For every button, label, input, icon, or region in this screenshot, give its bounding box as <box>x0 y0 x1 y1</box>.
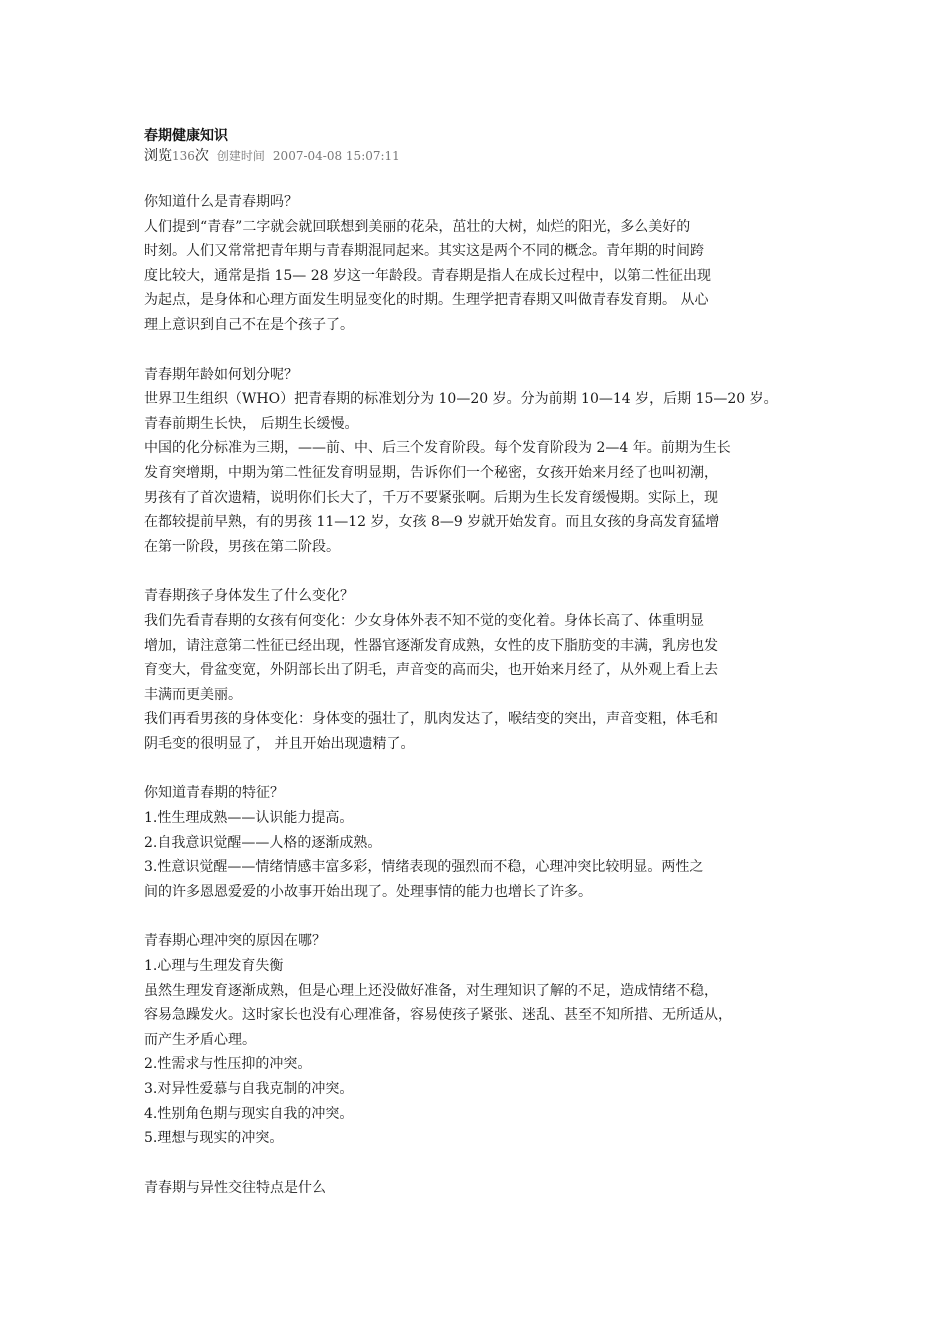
article-section <box>144 584 824 756</box>
paragraph-line: 3.性意识觉醒——情绪情感丰富多彩，情绪表现的强烈而不稳，心理冲突比较明显。两性之 <box>144 859 704 876</box>
article-body <box>144 190 824 1200</box>
paragraph-line: 3.对异性爱慕与自我克制的冲突。 <box>144 1081 354 1097</box>
views-suffix: 次 <box>194 148 209 164</box>
paragraph-line: 间的许多恩恩爱爱的小故事开始出现了。处理事情的能力也增长了许多。 <box>144 883 592 900</box>
paragraph-line: 时刻。人们又常常把青年期与青春期混同起来。其实这是两个不同的概念。青年期的时间跨 <box>144 243 704 260</box>
article-section <box>144 1176 824 1201</box>
paragraph-line: 容易急躁发火。这时家长也没有心理准备，容易使孩子紧张、迷乱、甚至不知所措、无所适从， <box>144 1007 732 1024</box>
paragraph-line: 1.性生理成熟——认识能力提高。 <box>144 810 354 827</box>
paragraph-line: 度比较大，通常是指 15— 28 岁这一年龄段。青春期是指人在成长过程中，以第二性征出现 <box>144 267 711 284</box>
article-section <box>144 363 824 560</box>
section-heading: 你知道什么是青春期吗？ <box>144 194 298 210</box>
views-prefix: 浏览 <box>144 148 172 164</box>
paragraph-line: 育变大，骨盆变宽，外阴部长出了阴毛，声音变的高而尖，也开始来月经了，从外观上看上去 <box>144 662 718 679</box>
paragraph-line: 4.性别角色期与现实自我的冲突。 <box>144 1105 354 1122</box>
article-section <box>144 781 824 904</box>
paragraph-line: 虽然生理发育逐渐成熟，但是心理上还没做好准备，对生理知识了解的不足，造成情绪不稳， <box>144 982 718 999</box>
paragraph-line: 在都较提前早熟，有的男孩 11—12 岁，女孩 8—9 岁就开始发育。而且女孩的身高发育猛增 <box>144 514 720 531</box>
paragraph-line: 理上意识到自己不在是个孩子了。 <box>144 316 354 333</box>
paragraph-line: 阴毛变的很明显了， 并且开始出现遗精了。 <box>144 735 415 752</box>
article-meta <box>144 146 824 166</box>
paragraph-line: 我们再看男孩的身体变化：身体变的强壮了，肌肉发达了，喉结变的突出，声音变粗，体毛和 <box>144 711 718 728</box>
section-heading: 青春期心理冲突的原因在哪？ <box>144 933 326 950</box>
paragraph-line: 5.理想与现实的冲突。 <box>144 1130 284 1147</box>
created-label: 创建时间 <box>216 149 265 163</box>
paragraph-line: 为起点，是身体和心理方面发生明显变化的时期。生理学把青春期又叫做青春发育期。 从心 <box>144 292 709 309</box>
paragraph-line: 青春前期生长快， 后期生长缓慢。 <box>144 415 359 432</box>
paragraph-line: 而产生矛盾心理。 <box>144 1031 256 1048</box>
section-heading: 青春期与异性交往特点是什么 <box>144 1179 326 1196</box>
paragraph-line: 1.心理与生理发育失衡 <box>144 958 284 975</box>
paragraph-line: 2.性需求与性压抑的冲突。 <box>144 1056 312 1073</box>
paragraph-line: 在第一阶段，男孩在第二阶段。 <box>144 538 340 555</box>
section-heading: 你知道青春期的特征？ <box>144 785 284 802</box>
paragraph-line: 中国的化分标准为三期，——前、中、后三个发育阶段。每个发育阶段为 2—4 年。前期为生长 <box>144 440 731 457</box>
paragraph-line: 世界卫生组织（WHO）把青春期的标准划分为 10—20 岁。分为前期 10—14 岁，后期 15—20 岁。 <box>144 391 778 408</box>
section-heading: 青春期孩子身体发生了什么变化？ <box>144 588 354 605</box>
paragraph-line: 发育突增期，中期为第二性征发育明显期，告诉你们一个秘密，女孩开始来月经了也叫初潮， <box>144 464 718 481</box>
article <box>144 126 824 1225</box>
views-count: 136 <box>172 149 195 163</box>
paragraph-line: 增加，请注意第二性征已经出现，性器官逐渐发育成熟，女性的皮下脂肪变的丰满，乳房也发 <box>144 637 718 654</box>
paragraph-line: 男孩有了首次遗精，说明你们长大了，千万不要紧张啊。后期为生长发育缓慢期。实际上，现 <box>144 489 718 506</box>
paragraph-line: 2.自我意识觉醒——人格的逐渐成熟。 <box>144 834 382 851</box>
paragraph-line: 人们提到“青春”二字就会就回联想到美丽的花朵，茁壮的大树，灿烂的阳光，多么美好的 <box>144 218 691 235</box>
article-section <box>144 929 824 1150</box>
created-time: 2007-04-08 15:07:11 <box>272 149 400 163</box>
paragraph-line: 丰满而更美丽。 <box>144 686 242 703</box>
paragraph-line: 我们先看青春期的女孩有何变化：少女身体外表不知不觉的变化着。身体长高了、体重明显 <box>144 612 704 629</box>
article-title: 春期健康知识 <box>144 128 228 144</box>
section-heading: 青春期年龄如何划分呢？ <box>144 366 298 383</box>
article-section <box>144 190 824 338</box>
